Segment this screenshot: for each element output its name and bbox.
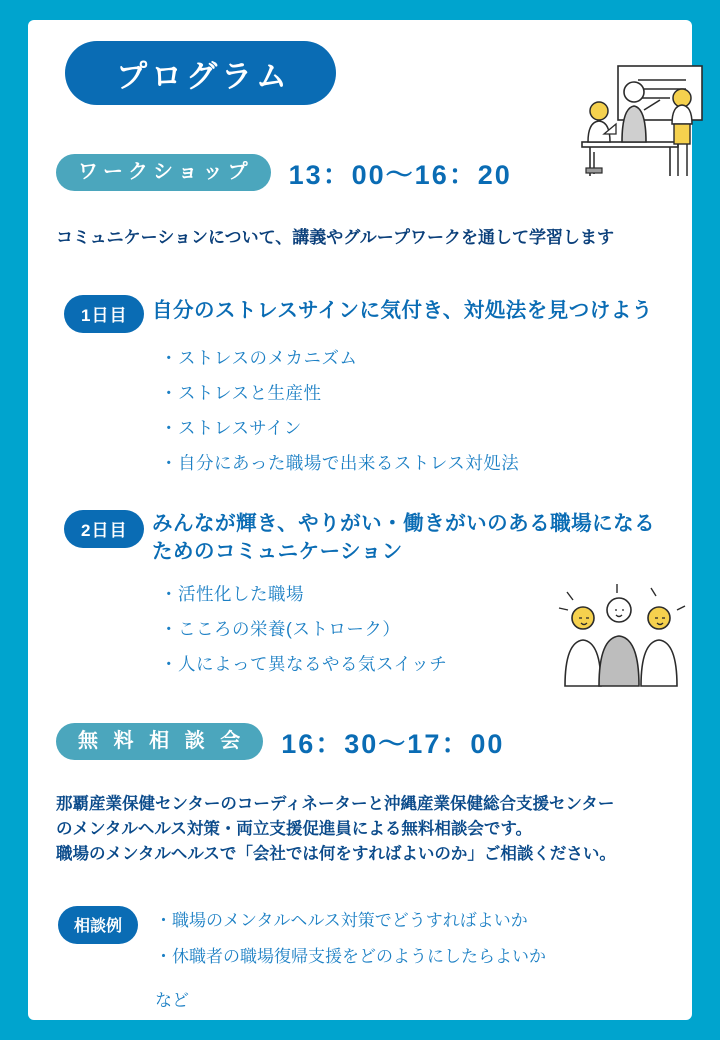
consult-etc: など xyxy=(155,991,189,1010)
consult-example-2: ・休職者の職場復帰支援をどのようにしたらよいか xyxy=(155,946,546,966)
consult-example-pill: 相談例 xyxy=(58,906,138,944)
consult-examples xyxy=(155,903,546,974)
workshop-tag: ワークショップ xyxy=(56,154,271,191)
page-title: プログラム xyxy=(65,41,336,105)
consult-example-1: ・職場のメンタルヘルス対策でどうすればよいか xyxy=(155,911,528,930)
workshop-header xyxy=(56,153,512,192)
day2-title: みんなが輝き、やりがい・働きがいのある職場になるためのコミュニケーション xyxy=(152,512,656,563)
program-page xyxy=(28,20,692,1020)
team-talking-illustration xyxy=(555,582,695,692)
day1-bullets xyxy=(160,341,519,481)
day2-bullet-2: ・こころの栄養(ストローク） xyxy=(160,619,401,639)
day1-bullet-1: ・ストレスのメカニズム xyxy=(160,348,358,368)
day1-bullet-2: ・ストレスと生産性 xyxy=(160,383,322,403)
day2-bullet-3: ・人によって異なるやる気スイッチ xyxy=(160,654,448,674)
seminar-illustration xyxy=(566,64,706,194)
day1-bullet-4: ・自分にあった職場で出来るストレス対処法 xyxy=(160,453,520,473)
consult-header xyxy=(56,722,504,761)
consult-body xyxy=(56,792,676,866)
consult-body-line-1: 那覇産業保健センターのコーディネーターと沖縄産業保健総合支援センター xyxy=(56,795,615,813)
consult-body-line-3: 職場のメンタルヘルスで「会社では何をすればよいのか」ご相談ください。 xyxy=(56,844,616,863)
consult-body-line-2: のメンタルヘルス対策・両立支援促進員による無料相談会です。 xyxy=(56,819,533,838)
consult-tag: 無 料 相 談 会 xyxy=(56,723,263,760)
workshop-time: 13：00〜16：20 xyxy=(288,160,512,190)
consult-time: 16：30〜17：00 xyxy=(281,729,505,759)
day1-bullet-3: ・ストレスサイン xyxy=(160,418,302,438)
day2-pill: 2日目 xyxy=(64,510,144,548)
day2-bullet-1: ・活性化した職場 xyxy=(160,584,304,604)
day1-title: 自分のストレスサインに気付き、対処法を見つけよう xyxy=(152,299,653,322)
day2-bullets xyxy=(160,577,447,682)
day1-pill: 1日目 xyxy=(64,295,144,333)
workshop-lead-text: コミュニケーションについて、講義やグループワークを通して学習します xyxy=(56,228,614,247)
